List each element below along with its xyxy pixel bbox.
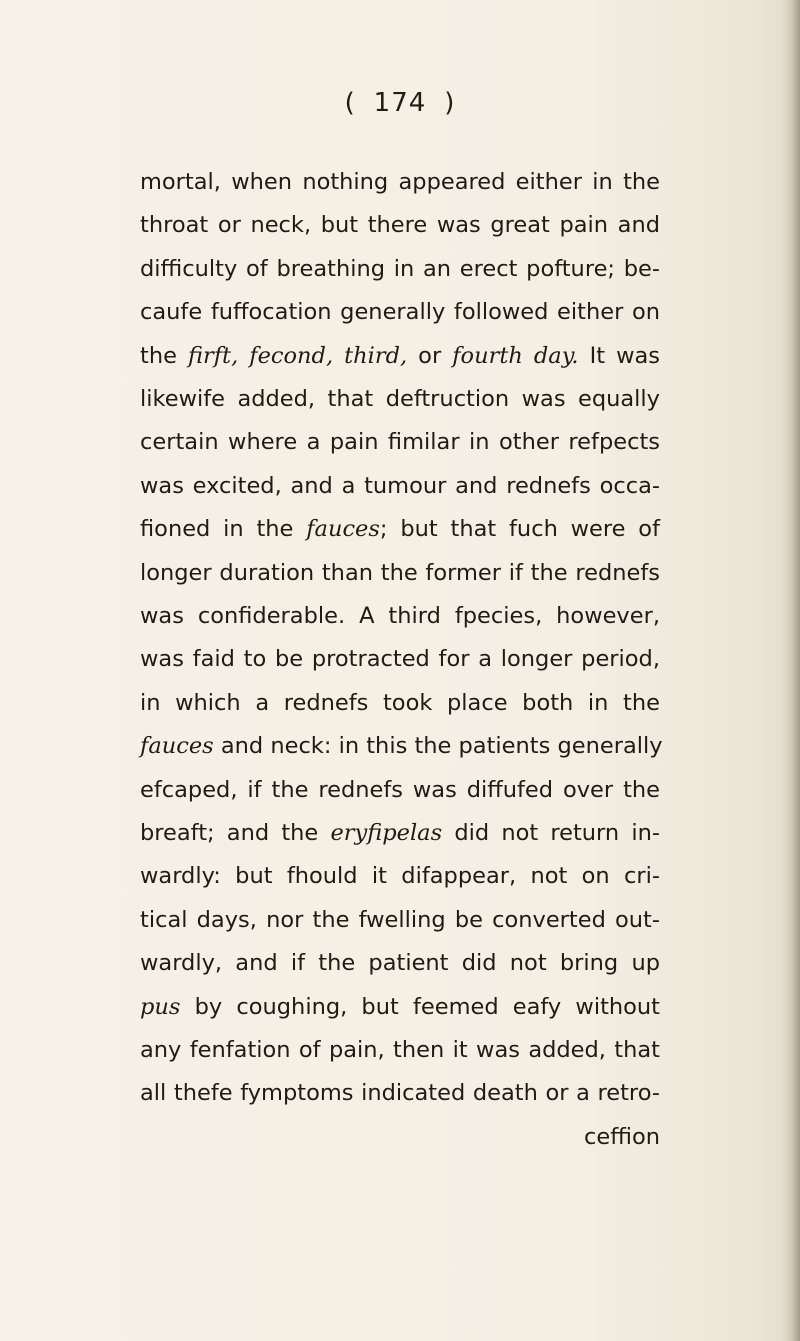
text-run: breaft; and the (140, 820, 331, 846)
text-run: or (407, 342, 453, 369)
text-line (140, 292, 660, 332)
text-run: mortal, when nothing appeared either in the (140, 169, 660, 195)
text-run: ceffion (584, 1123, 660, 1150)
text-line (140, 683, 660, 723)
text-run: was faid to be protracted for a longer period, (140, 646, 660, 673)
text-run: wardly, and if the patient did not bring up (140, 950, 660, 977)
text-run: throat or neck, but there was great pain and (140, 212, 660, 239)
italic-text: pus (140, 993, 181, 1020)
text-line (140, 596, 660, 636)
text-run: tical days, nor the fwelling be converted out- (140, 906, 660, 933)
text-line (140, 553, 660, 593)
text-line (140, 249, 660, 289)
text-run: was confiderable. A third fpecies, however, (140, 603, 660, 629)
text-run: efcaped, if the rednefs was diffufed over the (140, 776, 660, 803)
text-run: It was (578, 342, 661, 369)
page-number-open-paren: ( (344, 88, 356, 118)
text-run: by coughing, but feemed eafy without (180, 993, 660, 1020)
text-run: longer duration than the former if the rednefs (140, 559, 660, 586)
italic-text: eryfipelas (330, 820, 443, 846)
text-run: all thefe fymptoms indicated death or a retro- (140, 1080, 660, 1107)
text-line (140, 379, 660, 419)
text-run: any fenfation of pain, then it was added, that (140, 1037, 660, 1063)
text-line (140, 162, 660, 202)
text-line (140, 987, 660, 1027)
text-run: caufe fuffocation generally followed either on (140, 299, 660, 326)
text-line (140, 856, 660, 896)
text-line (140, 1030, 660, 1070)
italic-text: fourth day. (452, 342, 579, 369)
text-run: difficulty of breathing in an erect pofture; be- (140, 255, 660, 282)
text-run: likewife added, that deftruction was equally (140, 386, 660, 412)
text-line (140, 943, 660, 983)
text-line (140, 639, 660, 679)
text-run: fioned in the (140, 516, 307, 543)
text-run: in which a rednefs took place both in the (140, 689, 660, 716)
text-line (140, 422, 660, 462)
text-run: ; but that fuch were of (379, 516, 660, 543)
text-run: wardly: but fhould it difappear, not on cri- (140, 863, 660, 890)
text-line (140, 336, 660, 376)
text-line (140, 900, 660, 940)
text-run: was excited, and a tumour and rednefs occa- (140, 472, 660, 499)
text-run: the (140, 342, 188, 369)
text-line (140, 813, 660, 853)
text-line (140, 509, 660, 549)
page-number: 174 (373, 88, 427, 118)
text-line (140, 466, 660, 506)
text-line (140, 1073, 660, 1113)
page-number-close-paren: ) (444, 88, 456, 118)
text-run: and neck: in this the patients generally (213, 733, 663, 760)
italic-text: fauces (306, 516, 380, 543)
text-line (140, 770, 660, 810)
text-line (140, 205, 660, 245)
text-line (140, 726, 663, 766)
italic-text: fauces (140, 733, 214, 760)
text-run: certain where a pain fimilar in other refpects (140, 429, 660, 456)
text-run: did not return in- (442, 820, 661, 846)
text-line (140, 1117, 660, 1157)
italic-text: firft, fecond, third, (187, 342, 408, 369)
